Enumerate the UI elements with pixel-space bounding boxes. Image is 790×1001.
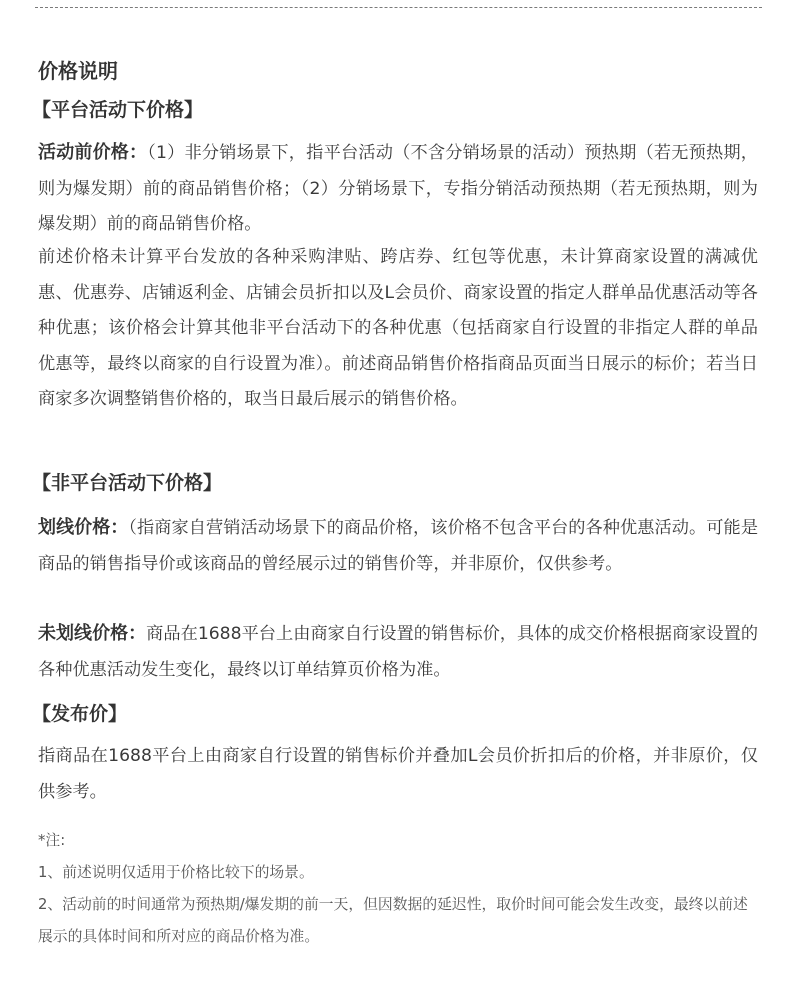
note-item-2: 2、活动前的时间通常为预热期/爆发期的前一天，但因数据的延迟性，取价时间可能会发生改变，最终以前述展示的具体时间和所对应的商品价格为准。	[38, 896, 748, 945]
non-strikethrough-price-text: 商品在1688平台上由商家自行设置的销售标价，具体的成交价格根据商家设置的各种优惠活动发生变化，最终以订单结算页价格为准。	[38, 624, 759, 680]
non-strikethrough-price-paragraph	[38, 616, 758, 688]
publish-price-paragraph: 指商品在1688平台上由商家自行设置的销售标价并叠加L会员价折扣后的价格，并非原价，仅供参考。	[38, 746, 758, 802]
notes-label: *注:	[38, 832, 66, 849]
page-title: 价格说明	[38, 59, 118, 83]
note-item-1: 1、前述说明仅适用于价格比较下的场景。	[38, 864, 314, 881]
pre-activity-price-paragraph	[38, 135, 758, 243]
non-strikethrough-price-term: 未划线价格：	[38, 623, 147, 644]
strikethrough-price-text: （指商家自营销活动场景下的商品价格，该价格不包含平台的各种优惠活动。可能是商品的销售指导价或该商品的曾经展示过的销售价等，并非原价，仅供参考。	[38, 518, 759, 574]
platform-price-explanation-paragraph: 前述价格未计算平台发放的各种采购津贴、跨店券、红包等优惠，未计算商家设置的满减优惠、优惠券、店铺返利金、店铺会员折扣以及L会员价、商家设置的指定人群单品优惠活动等各种优惠；该价格会计算其他非平台活动下的各种优惠（包括商家自行设置的非指定人群的单品优惠等，最终以商家的自行设置为准）。前述商品销售价格指商品页面当日展示的标价；若当日商家多次调整销售价格的，取当日最后展示的销售价格。	[38, 247, 758, 409]
non-platform-section-heading: 【非平台活动下价格】	[32, 472, 223, 494]
top-divider	[35, 7, 762, 8]
strikethrough-price-paragraph	[38, 510, 758, 582]
pre-activity-price-text: （1）非分销场景下，指平台活动（不含分销场景的活动）预热期（若无预热期，则为爆发期）前的商品销售价格；（2）分销场景下，专指分销活动预热期（若无预热期，则为爆发期）前的商品销售价格。	[38, 143, 758, 234]
pre-activity-price-term: 活动前价格：	[38, 142, 148, 163]
publish-price-section-heading: 【发布价】	[32, 703, 128, 725]
strikethrough-price-term: 划线价格：	[38, 517, 129, 538]
platform-section-heading: 【平台活动下价格】	[32, 99, 204, 121]
